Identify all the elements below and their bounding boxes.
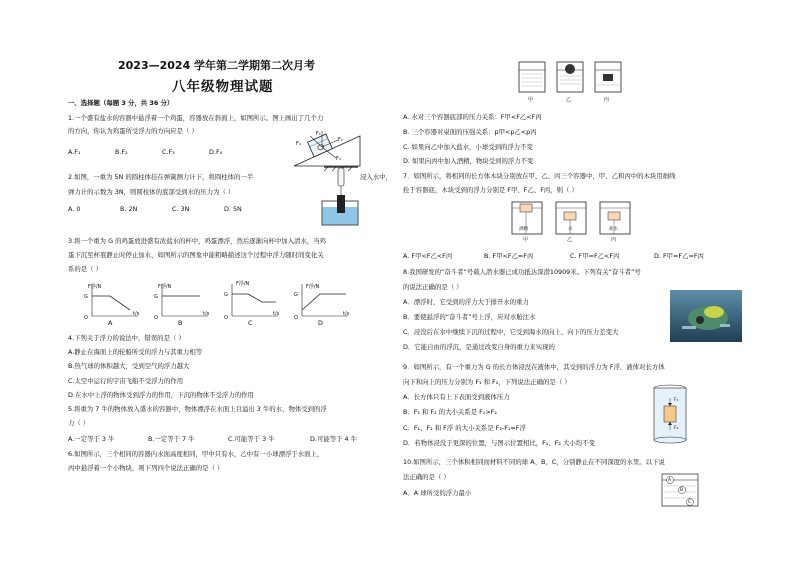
q6-fig-label-jia: 甲: [528, 97, 534, 103]
q8-option-b: B．要使悬浮的“奋斗者”号上浮，应对水舱注水: [403, 313, 536, 321]
q7-fig-label-saltwater: 盐水: [609, 227, 618, 232]
q5-text-line2: 力（ ）: [68, 419, 90, 427]
exam-subtitle: 八年级物理试题: [172, 79, 274, 95]
q3-label-a: A: [108, 319, 113, 327]
q3-o-a: O: [84, 315, 88, 321]
q1-fig-label-f4: F₄: [296, 141, 301, 147]
q3-axis-x-d: t/s: [343, 311, 350, 317]
q9-option-a: A．长方体只有上下表面受到液体压力: [403, 393, 510, 401]
q9-option-d: D．若物体浸没于更深的位置，与图示位置相比，F₁、F₂ 大小均不变: [403, 439, 595, 447]
q4-option-b: B.热气球的体积越大，受到空气的浮力越大: [68, 362, 190, 370]
q3-o-b: O: [154, 315, 158, 321]
container-bing: [595, 62, 621, 92]
q6-figure-containers: [515, 58, 627, 100]
q10-fig-label-c: C: [688, 500, 692, 505]
q3-axis-x-a: t/s: [133, 311, 140, 317]
q3-o-c: O: [224, 315, 228, 321]
q6-option-d: D. 如果向丙中加入酒精，物块受到的浮力不变: [403, 157, 534, 165]
q7-fig-label-alcohol: 酒精: [519, 227, 528, 232]
q7-fig-cap-bing: 丙: [611, 237, 617, 243]
q3-g-a: G: [84, 294, 88, 300]
q2-option-b: B. 2N: [120, 205, 138, 213]
q3-label-d: D: [318, 319, 323, 327]
section-heading: 一、选择题（每题 3 分，共 36 分）: [68, 99, 174, 107]
q4-option-d: D.在水中上浮的物体受到浮力的作用，下沉的物体不受浮力的作用: [68, 391, 254, 399]
q7-fig-cap-yi: 乙: [567, 237, 573, 243]
q6-text-line1: 6.如图所示，三个相同的容器内水面高度相同，甲中只有水，乙中有一小球漂浮于水面上，: [68, 450, 324, 458]
q9-figure-beaker: [648, 382, 692, 444]
q3-text-line1: 3.将一个重为 G 的鸡蛋放进盛有浓盐水的杯中，鸡蛋漂浮，然后逐渐向杯中加入清水，当鸡: [68, 237, 326, 245]
q3-axis-y-b: F浮/N: [158, 284, 172, 290]
container-yi: [557, 62, 583, 92]
q3-axis-y-d: F浮/N: [306, 284, 320, 290]
q2-option-d: D. 5N: [224, 205, 242, 213]
q1-fig-label-f3: F₃: [336, 156, 341, 162]
q5-text-line1: 5.将重为 7 牛的物体放入盛水的容器中，物体漂浮在水面上且溢出 3 牛的水，物体受到的浮: [68, 405, 327, 413]
q1-text-line1: 1.一个盛有盐水的容器中悬浮着一个鸡蛋，容器放在斜面上，如图所示。图上画出了几个力: [68, 114, 324, 122]
q3-g-d: G: [294, 292, 298, 298]
q3-text-line3: 系的是（ ）: [68, 265, 102, 273]
q8-text-line2: 的说法正确的是（ ）: [403, 283, 463, 291]
q6-option-a: A. 水对三个容器底部的压力关系：F甲<F乙<F丙: [403, 113, 542, 121]
q3-g-b: G: [154, 294, 158, 300]
q4-option-c: C.太空中运行的宇宙飞船不受浮力的作用: [68, 377, 184, 385]
q3-axis-y-c: F浮/N: [236, 281, 250, 287]
q1-fig-label-f2: F₂: [338, 137, 343, 143]
q7-option-c: C. F甲=F乙<F丙: [570, 252, 620, 260]
q10-text-line1: 10.如图所示，三个体积相同而材料不同的球 A、B、C，分别静止在不同深度的水里。以下说: [403, 458, 665, 466]
q6-fig-label-bing: 丙: [604, 97, 610, 103]
q3-axis-y-a: F浮/N: [88, 284, 102, 290]
q2-figure-spring-scale: [318, 165, 362, 227]
q7-option-a: A. F甲<F乙<F丙: [403, 252, 453, 260]
q7-fig-label-water: 水: [568, 227, 573, 232]
q3-graph-c: [232, 284, 278, 316]
q3-g-c: G: [224, 292, 228, 298]
q4-option-a: A.静止在海面上的轮船所受的浮力与其重力相等: [68, 348, 203, 356]
q9-text-line1: 9．如图所示，有一个重力为 G 的长方体浸没在液体中，其受到的浮力为 F浮，液体对长方体: [403, 363, 665, 371]
q8-text-line1: 8.我国研发的“奋斗者”号载人潜水器已成功抵达深潜10909米。下列有关“奋斗者”号: [403, 268, 641, 276]
q1-text-line2: 的方向，你认为鸡蛋所受浮力的方向应是（ ）: [68, 127, 198, 135]
q6-option-b: B. 三个容器对桌面的压强关系：p甲<p乙<p丙: [403, 128, 537, 136]
q10-fig-label-a: A: [668, 478, 672, 483]
q8-option-a: A．漂浮时，它受到的浮力大于排开水的重力: [403, 298, 529, 306]
q6-option-c: C. 如果向乙中加入盐水，小球受到的浮力不变: [403, 143, 533, 151]
q1-option-a: A.F₁: [68, 148, 81, 156]
q2-text-line1: 2.如图，一重为 5N 的圆柱体挂在弹簧测力计下，将圆柱体的一半: [68, 173, 254, 181]
q3-label-c: C: [248, 319, 253, 327]
q3-text-line2: 蛋下沉至杯底静止时停止加水，如图所示的图象中能粗略描述这个过程中浮力随时间变化关: [68, 251, 324, 259]
q1-figure-incline: [292, 128, 362, 168]
q1-option-c: C.F₃: [162, 148, 175, 156]
q5-option-d: D.可能等于 4 牛: [310, 435, 358, 443]
q2-option-c: C. 3N: [172, 205, 190, 213]
q7-text-line1: 7．如图所示，将相同的长方体木块分别放在甲、乙、丙三个容器中，甲、乙和丙中的木块用细线: [403, 172, 676, 180]
q6-text-line2: 丙中悬浮着一个小物块，则下列四个说法正确的是（ ）: [68, 464, 224, 472]
q8-option-c: C．浸没后在水中继续下沉的过程中，它受到海水的向上、向下的压力差变大: [403, 328, 619, 336]
q7-option-d: D. F甲=F乙=F丙: [654, 252, 704, 260]
q5-option-c: C.可能等于 3 牛: [228, 435, 275, 443]
q1-option-b: B.F₂: [115, 148, 128, 156]
q7-fig-cap-jia: 甲: [523, 237, 529, 243]
submersible-image: [670, 290, 742, 342]
q5-option-a: A.一定等于 3 牛: [68, 435, 115, 443]
q5-option-b: B.一定等于 7 牛: [148, 435, 195, 443]
q9-option-b: B．F₁ 和 F₂ 的大小关系是 F₁>F₂: [403, 408, 497, 416]
q8-option-d: D．它能自由的浮沉，是通过改变自身的重力来实现的: [403, 343, 555, 351]
q3-o-d: O: [294, 315, 298, 321]
q3-axis-x-b: t/s: [203, 311, 210, 317]
q10-text-line2: 法正确的是（ ）: [403, 473, 450, 481]
exam-title: 2023—2024 学年第二学期第二次月考: [118, 59, 316, 72]
container-jia: [519, 62, 545, 92]
q9-fig-label-f1: F₁: [674, 398, 679, 403]
q2-text-line1b: 浸入水中，: [360, 173, 392, 181]
q1-fig-label-f1: F₁: [316, 131, 321, 137]
q3-axis-x-c: t/s: [273, 311, 280, 317]
q2-option-a: A. 0: [68, 205, 81, 213]
q9-fig-label-f2: F₂: [674, 426, 679, 431]
q9-option-c: C．F₁、F₂ 和 F浮 的大小关系是 F₂-F₁=F浮: [403, 424, 526, 432]
q4-text: 4.下列关于浮力的说法中，错误的是（ ）: [68, 334, 185, 342]
q2-text-line2: 弹力计的示数为 3N，则圆柱体的底部受到水的压力为（ ）: [68, 188, 235, 196]
q7-option-b: B. F甲<F乙=F丙: [484, 252, 534, 260]
q7-text-line2: 拴于容器底，木块受到的浮力分别是 F甲、F乙、F丙，则（ ）: [403, 186, 578, 194]
q9-text-line2: 向下和向上的压力分别为 F₁ 和 F₂，下列说法正确的是（ ）: [403, 378, 571, 386]
q10-option-a: A．A 球所受的浮力最小: [403, 489, 472, 497]
q1-option-d: D.F₄: [209, 148, 223, 156]
q6-fig-label-yi: 乙: [566, 97, 572, 103]
q10-fig-label-b: B: [680, 488, 684, 493]
q3-label-b: B: [178, 319, 183, 327]
